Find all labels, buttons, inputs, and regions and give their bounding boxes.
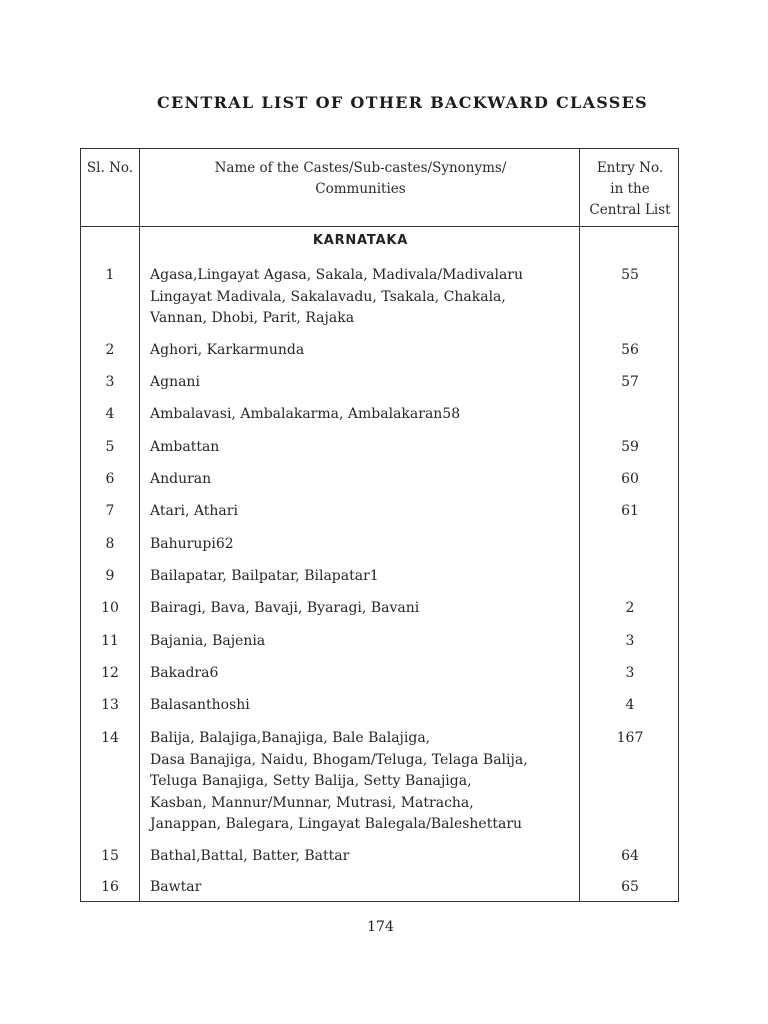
row-name	[150, 728, 575, 836]
row-sl: 2	[105, 342, 115, 358]
row-entry: 2	[625, 600, 635, 616]
row-entry: 64	[621, 848, 639, 864]
header-name-line2: Communities	[315, 181, 406, 197]
row-name: Bakadra6	[150, 665, 219, 681]
row-name-line: Teluga Banajiga, Setty Balija, Setty Banajiga,	[150, 773, 472, 789]
row-entry: 167	[616, 730, 644, 746]
row-name: Bahurupi62	[150, 536, 234, 552]
row-name: Agnani	[150, 374, 200, 390]
header-entry-line2: in the	[610, 181, 650, 197]
header-name	[141, 158, 580, 200]
row-name: Atari, Athari	[150, 503, 238, 519]
row-name-line: Balija, Balajiga,Banajiga, Bale Balajiga,	[150, 730, 431, 746]
header-name-line1: Name of the Castes/Sub-castes/Synonyms/	[214, 160, 507, 176]
row-name: Anduran	[150, 471, 212, 487]
row-sl: 13	[101, 697, 119, 713]
row-name: Bairagi, Bava, Bavaji, Byaragi, Bavani	[150, 600, 420, 616]
row-sl: 4	[105, 406, 115, 422]
row-sl: 7	[105, 503, 115, 519]
row-sl: 3	[105, 374, 115, 390]
row-name-line: Lingayat Madivala, Sakalavadu, Tsakala, Chakala,	[150, 288, 506, 305]
page-title: CENTRAL LIST OF OTHER BACKWARD CLASSES	[156, 93, 649, 112]
header-entry-line3: Central List	[589, 202, 671, 218]
row-sl: 11	[101, 633, 119, 649]
header-entry	[581, 158, 679, 221]
row-name: Bathal,Battal, Batter, Battar	[150, 848, 350, 864]
row-sl: 9	[105, 568, 115, 584]
column-divider-sl	[139, 148, 140, 902]
row-entry: 61	[621, 503, 639, 519]
row-entry: 4	[625, 697, 635, 713]
row-entry: 55	[621, 267, 639, 283]
row-name-line: Janappan, Balegara, Lingayat Balegala/Baleshettaru	[150, 816, 523, 832]
header-sl: Sl. No.	[86, 160, 134, 176]
row-sl: 12	[101, 665, 119, 681]
row-name-line: Kasban, Mannur/Munnar, Mutrasi, Matracha,	[150, 794, 474, 811]
row-name-line: Agasa,Lingayat Agasa, Sakala, Madivala/Madivalaru	[150, 267, 524, 283]
row-sl: 10	[101, 600, 119, 616]
row-entry: 56	[621, 342, 639, 358]
row-name	[150, 265, 575, 330]
row-sl: 5	[105, 439, 115, 455]
column-divider-entry	[579, 148, 580, 902]
row-name: Balasanthoshi	[150, 697, 250, 713]
row-sl: 6	[105, 471, 115, 487]
row-name: Ambalavasi, Ambalakarma, Ambalakaran58	[150, 406, 461, 422]
header-entry-line1: Entry No.	[596, 160, 664, 176]
header-divider	[80, 226, 679, 227]
row-name: Bajania, Bajenia	[150, 633, 266, 649]
state-heading: KARNATAKA	[312, 233, 409, 248]
row-name: Aghori, Karkarmunda	[150, 342, 305, 358]
page-number: 174	[367, 919, 394, 935]
row-entry: 3	[625, 633, 635, 649]
row-sl: 14	[101, 730, 119, 746]
row-sl: 16	[101, 879, 119, 895]
row-name: Bailapatar, Bailpatar, Bilapatar1	[150, 568, 379, 584]
row-sl: 15	[101, 848, 119, 864]
row-name: Bawtar	[150, 879, 202, 895]
row-sl: 8	[105, 536, 115, 552]
row-entry: 59	[621, 439, 639, 455]
row-entry: 65	[621, 879, 639, 895]
row-sl: 1	[105, 267, 115, 283]
row-name: Ambattan	[150, 439, 220, 455]
row-name-line: Vannan, Dhobi, Parit, Rajaka	[150, 310, 355, 326]
row-entry: 57	[621, 374, 639, 390]
row-name-line: Dasa Banajiga, Naidu, Bhogam/Teluga, Telaga Balija,	[150, 751, 528, 768]
row-entry: 3	[625, 665, 635, 681]
row-entry: 60	[621, 471, 639, 487]
